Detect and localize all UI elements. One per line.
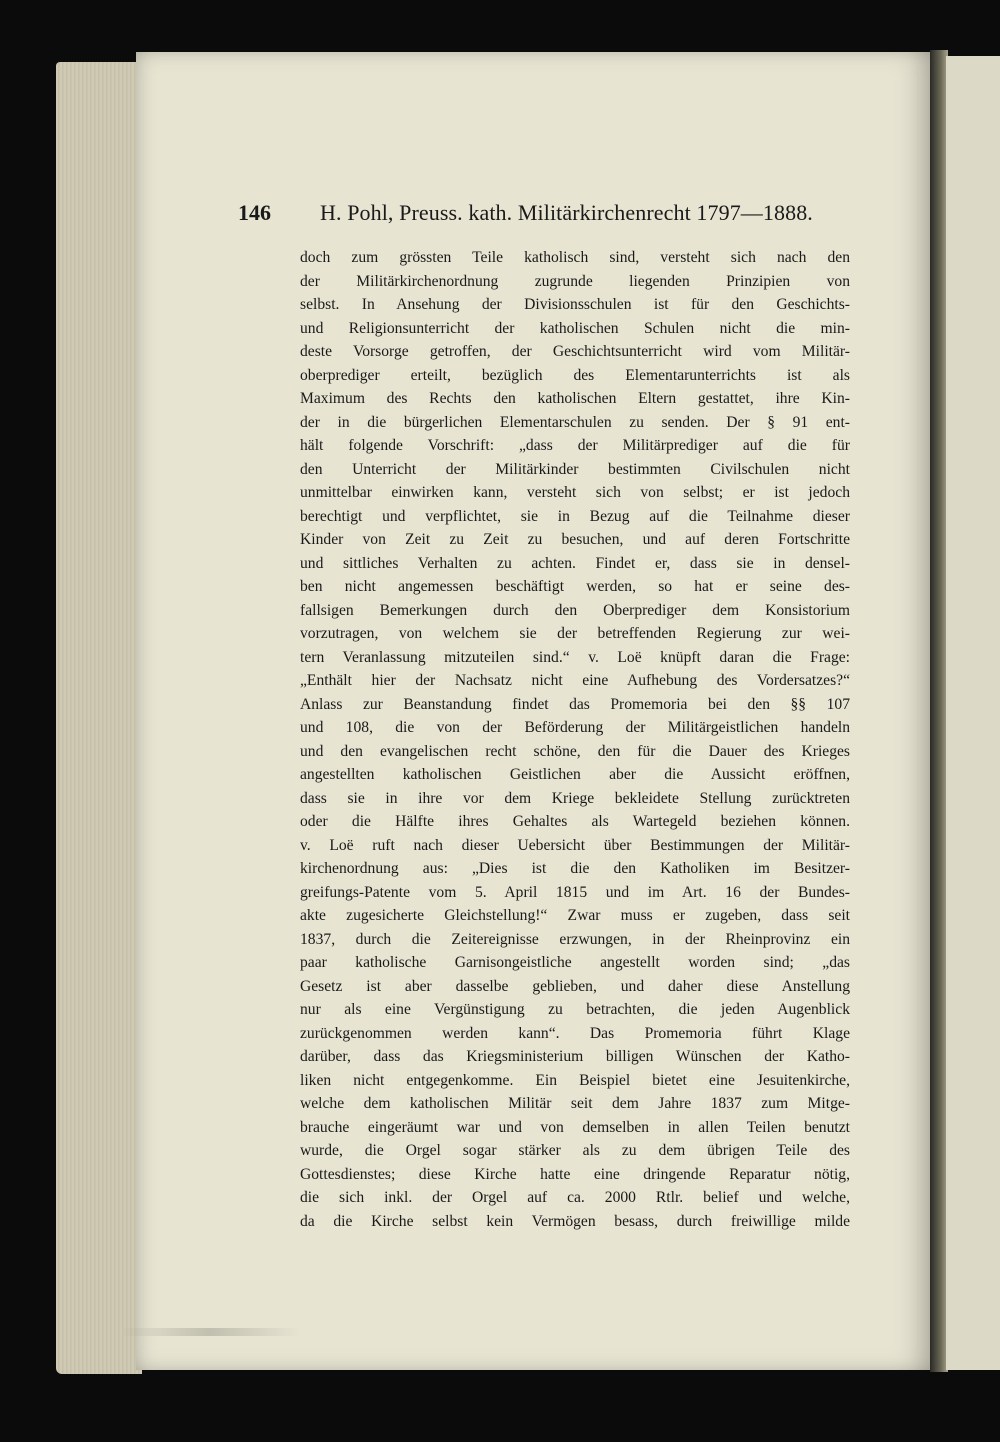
page-number: 146 <box>238 200 271 225</box>
page-header <box>238 200 813 234</box>
text-line: der Militärkirchenordnung zugrunde liegenden Prinzipien von <box>300 272 850 290</box>
text-line: berechtigt und verpflichtet, sie in Bezug auf die Teilnahme dieser <box>300 507 850 525</box>
text-line: nur als eine Vergünstigung zu betrachten, die jeden Augenblick <box>300 1001 850 1018</box>
text-line: Maximum des Rechts den katholischen Eltern gestattet, ihre Kin- <box>300 390 850 407</box>
text-line: wurde, die Orgel sogar stärker als zu dem übrigen Teile des <box>300 1142 850 1159</box>
text-line: vorzutragen, von welchem sie der betreffenden Regierung zur wei- <box>300 625 850 642</box>
text-line: oder die Hälfte ihres Gehaltes als Wartegeld beziehen können. <box>300 813 850 830</box>
page-edges-stack <box>56 62 142 1374</box>
text-line: brauche eingeräumt war und von demselben in allen Teilen benutzt <box>300 1118 850 1136</box>
text-line: Gottesdienstes; diese Kirche hatte eine dringende Reparatur nötig, <box>300 1165 850 1183</box>
body-text <box>300 246 850 1233</box>
text-line: Kinder von Zeit zu Zeit zu besuchen, und auf deren Fortschritte <box>300 531 850 548</box>
text-line: und Religionsunterricht der katholischen Schulen nicht die min- <box>300 319 850 337</box>
text-line: selbst. In Ansehung der Divisionsschulen ist für den Geschichts- <box>300 296 850 313</box>
text-line: den Unterricht der Militärkinder bestimmten Civilschulen nicht <box>300 460 850 478</box>
text-line: der in die bürgerlichen Elementarschulen zu senden. Der § 91 ent- <box>300 413 850 431</box>
text-line: angestellten katholischen Geistlichen aber die Aussicht eröffnen, <box>300 766 850 783</box>
text-line: „Enthält hier der Nachsatz nicht eine Aufhebung des Vordersatzes?“ <box>300 672 850 689</box>
text-line: hält folgende Vorschrift: „dass der Militärprediger auf die für <box>300 437 850 454</box>
text-line: akte zugesicherte Gleichstellung!“ Zwar muss er zugeben, dass seit <box>300 907 850 924</box>
text-line: und sittliches Verhalten zu achten. Findet er, dass sie in densel- <box>300 554 850 572</box>
text-line: die sich inkl. der Orgel auf ca. 2000 Rtlr. belief und welche, <box>300 1189 850 1206</box>
text-line: kirchenordnung aus: „Dies ist die den Katholiken im Besitzer- <box>300 860 850 877</box>
text-line: doch zum grössten Teile katholisch sind, versteht sich nach den <box>300 249 850 266</box>
text-line: und 108, die von der Beförderung der Militärgeistlichen handeln <box>300 719 850 736</box>
text-line: Gesetz ist aber dasselbe geblieben, und daher diese Anstellung <box>300 977 850 995</box>
text-line: tern Veranlassung mitzuteilen sind.“ v. Loë knüpft daran die Frage: <box>300 648 850 666</box>
text-line: dass sie in ihre vor dem Kriege bekleidete Stellung zurücktreten <box>300 789 850 807</box>
text-line: v. Loë ruft nach dieser Uebersicht über Bestimmungen der Militär- <box>300 836 850 854</box>
text-line: welche dem katholischen Militär seit dem Jahre 1837 zum Mitge- <box>300 1095 850 1112</box>
text-line: unmittelbar einwirken kann, versteht sich von selbst; er ist jedoch <box>300 484 850 501</box>
text-line: darüber, dass das Kriegsministerium billigen Wünschen der Katho- <box>300 1048 850 1065</box>
running-title: H. Pohl, Preuss. kath. Militärkirchenrecht 1797—1888. <box>320 200 813 225</box>
text-line: liken nicht entgegenkomme. Ein Beispiel bietet eine Jesuitenkirche, <box>300 1071 850 1089</box>
text-line: 1837, durch die Zeitereignisse erzwungen, in der Rheinprovinz ein <box>300 930 850 948</box>
text-line: paar katholische Garnisongeistliche angestellt worden sind; „das <box>300 954 850 971</box>
text-line: oberprediger erteilt, bezüglich des Elementarunterrichts ist als <box>300 366 850 384</box>
text-line: greifungs-Patente vom 5. April 1815 und im Art. 16 der Bundes- <box>300 883 850 901</box>
text-line: Anlass zur Beanstandung findet das Promemoria bei den §§ 107 <box>300 695 850 713</box>
text-line: fallsigen Bemerkungen durch den Oberprediger dem Konsistorium <box>300 601 850 619</box>
text-line: da die Kirche selbst kein Vermögen besass, durch freiwillige milde <box>300 1212 850 1230</box>
text-line: ben nicht angemessen beschäftigt werden, so hat er seine des- <box>300 578 850 595</box>
facing-page-edge <box>946 56 1000 1370</box>
text-line: deste Vorsorge getroffen, der Geschichtsunterricht wird vom Militär- <box>300 343 850 360</box>
page-smudge <box>120 1328 300 1336</box>
text-line: und den evangelischen recht schöne, den für die Dauer des Krieges <box>300 742 850 760</box>
text-line: zurückgenommen werden kann“. Das Promemoria führt Klage <box>300 1024 850 1042</box>
